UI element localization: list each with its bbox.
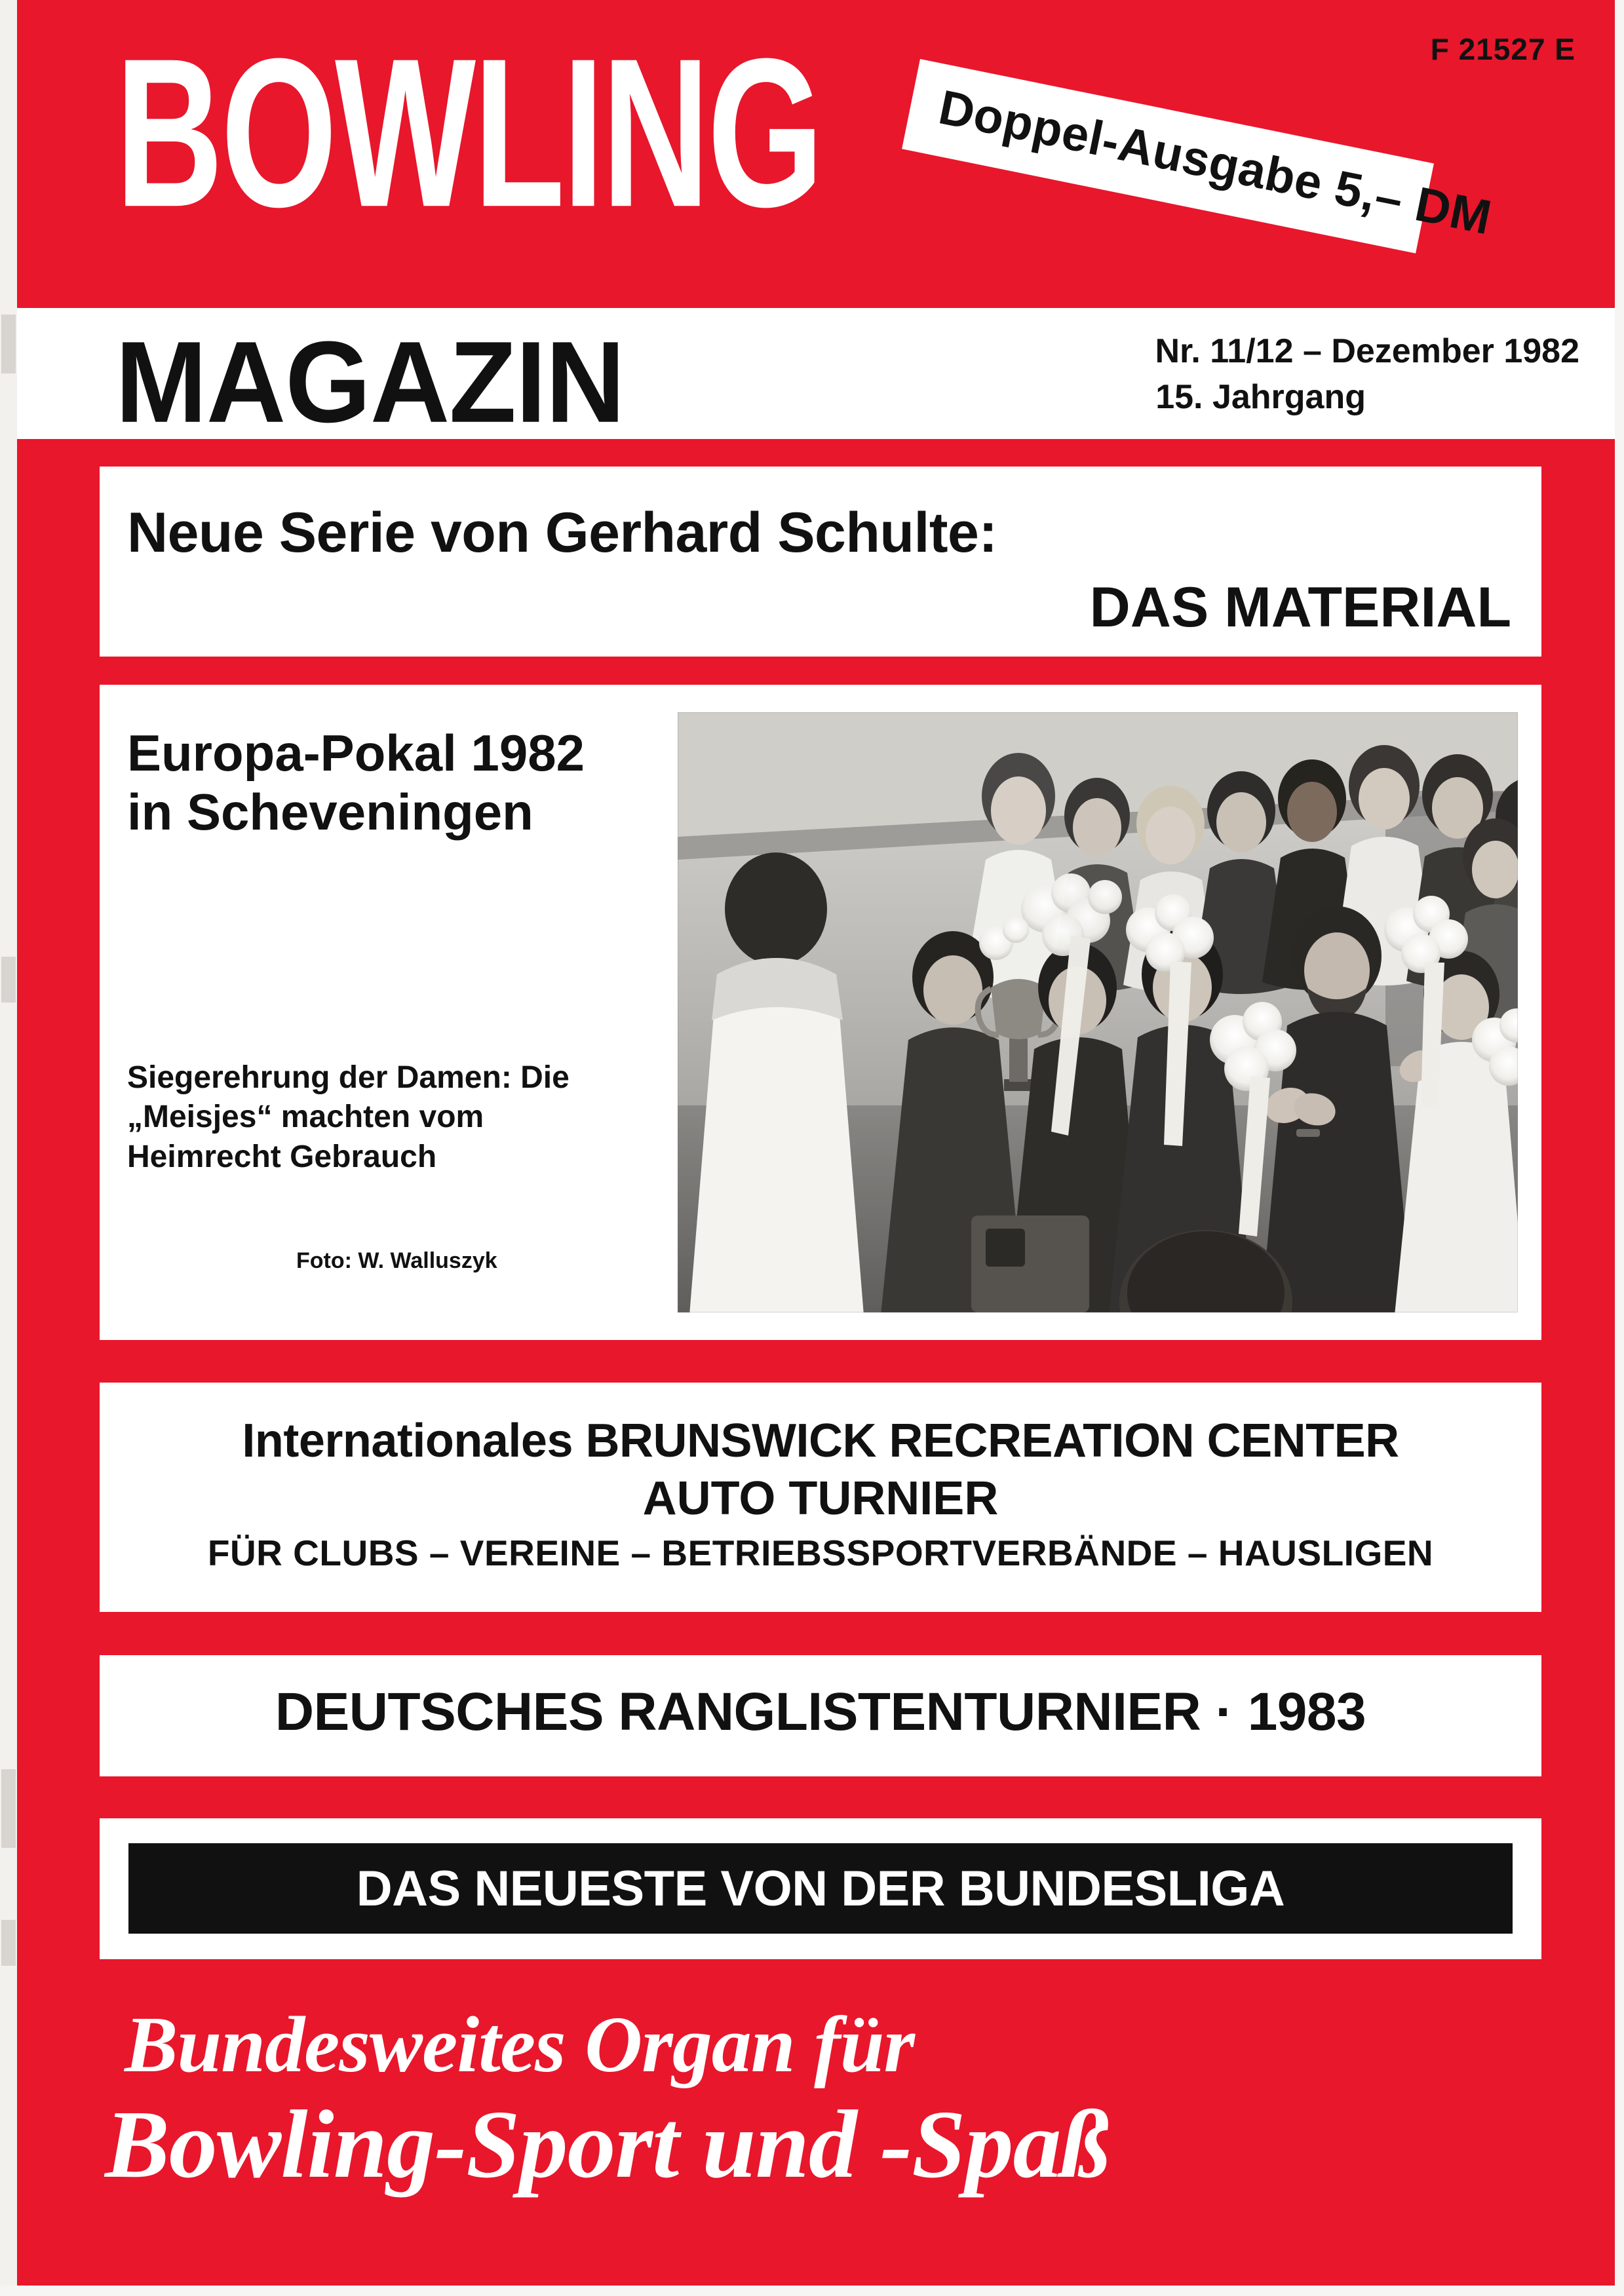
bundesliga-banner [128,1843,1513,1934]
feature-caption: Siegerehrung der Damen: Die „Meisjes“ machten vom Heimrecht Gebrauch [127,1060,570,1174]
issue-volume: 15. Jahrgang [1155,378,1366,416]
postal-code: F 21527 E [1430,32,1576,66]
masthead [17,0,1615,308]
photo-credit: Foto: W. Walluszyk [296,1248,497,1273]
tournament-audience: FÜR CLUBS – VEREINE – BETRIEBSSPORTVERBÄNDE – HAUSLIGEN [207,1533,1434,1573]
slogan-line-2: Bowling-Sport und -Spaß [105,2091,1109,2198]
bundesliga-title: DAS NEUESTE VON DER BUNDESLIGA [356,1861,1285,1917]
tournament-subtitle: AUTO TURNIER [642,1472,999,1525]
feature-photo [678,712,1518,1312]
slogan-line-1: Bundesweites Organ für [125,2000,915,2089]
series-title: DAS MATERIAL [1089,576,1511,639]
series-intro: Neue Serie von Gerhard Schulte: [127,501,997,564]
ranking-title: DEUTSCHES RANGLISTENTURNIER · 1983 [275,1682,1366,1742]
scan-edge-left [0,0,17,2296]
slogan [105,2000,1560,2198]
feature-headline: Europa-Pokal 1982 in Scheveningen [127,724,585,841]
subtitle-bar [17,308,1615,447]
tournament-title: Internationales BRUNSWICK RECREATION CENTER [242,1415,1399,1467]
feature-panel [100,685,1541,1340]
issue-number: Nr. 11/12 – Dezember 1982 [1155,332,1579,370]
scan-edge-bottom [0,2286,1624,2296]
tournament-panel [100,1383,1541,1612]
bundesliga-panel [100,1818,1541,1959]
price-sticker-label: Doppel-Ausgabe 5,– DM [934,79,1496,245]
scan-edge-right [1615,0,1624,2296]
price-sticker [902,59,1496,254]
magazine-title: BOWLING [115,14,822,252]
ranking-panel [100,1655,1541,1776]
magazine-subtitle: MAGAZIN [115,317,625,447]
series-panel [100,467,1541,657]
